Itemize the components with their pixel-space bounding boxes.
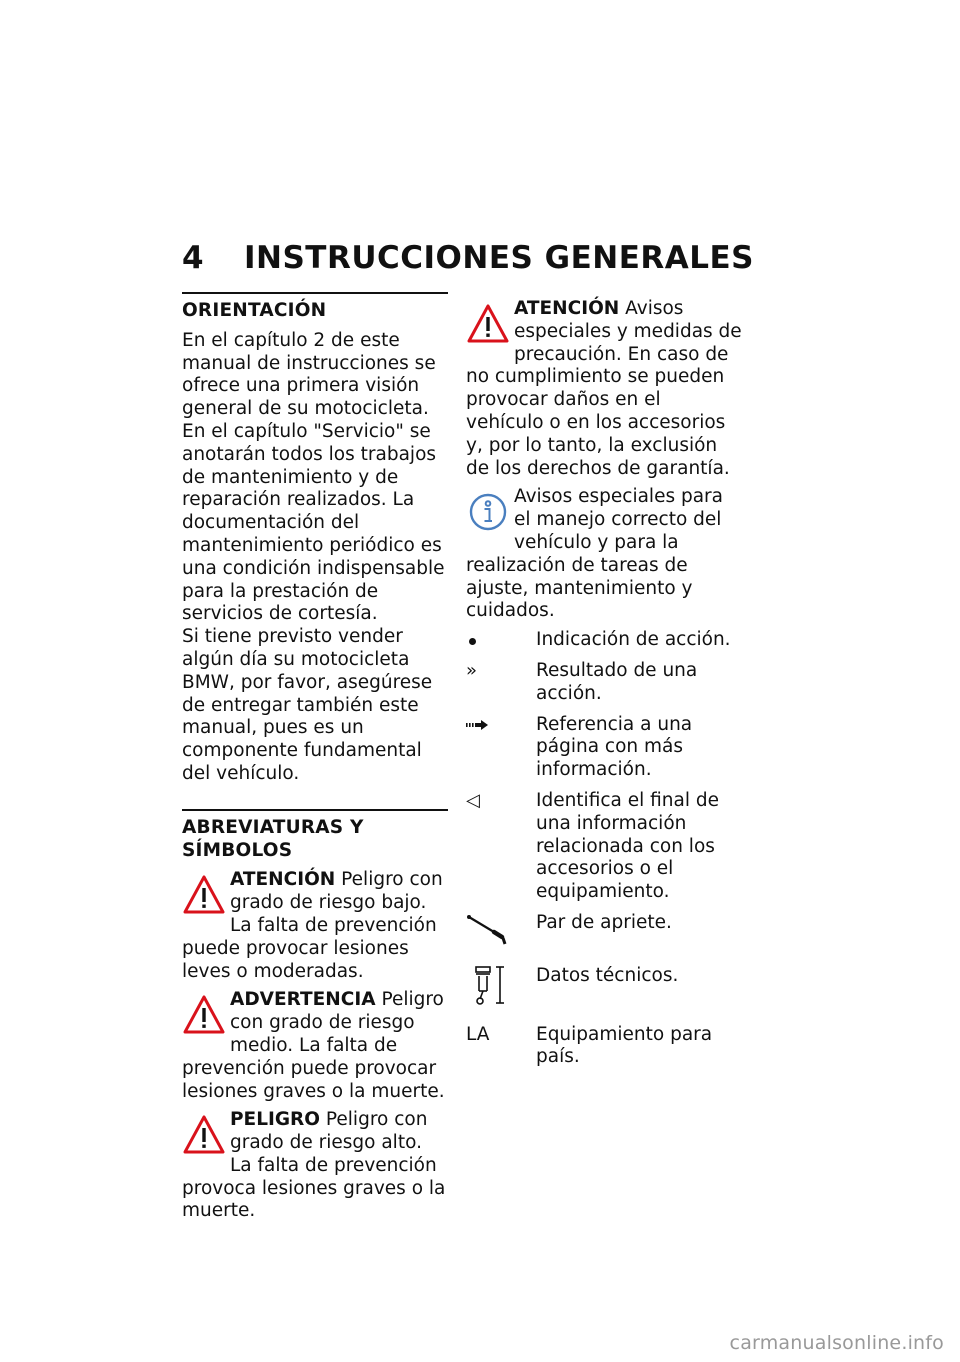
symbol-description: Equipamiento para país. xyxy=(536,1023,713,1068)
info-icon xyxy=(466,490,510,534)
right-column xyxy=(466,292,742,1077)
double-chevron-icon: » xyxy=(466,659,478,681)
section-divider xyxy=(182,292,448,294)
chapter-number: 4 xyxy=(182,240,205,276)
orientacion-paragraph-2: Si tiene previsto vender algún día su motocicleta BMW, por favor, asegúrese de entregar también este manual, pues es un componente fundamental del vehículo. xyxy=(182,626,433,784)
technical-data-icon xyxy=(466,965,510,1007)
chapter-title: INSTRUCCIONES GENERALES xyxy=(244,240,754,276)
symbol-row xyxy=(466,912,742,953)
notice-label: ADVERTENCIA xyxy=(230,989,376,1011)
symbol-row xyxy=(466,714,742,782)
symbol-description: Indicación de acción. xyxy=(536,629,731,651)
symbol-row xyxy=(466,660,742,706)
notice-label: ATENCIÓN xyxy=(230,869,336,891)
symbol-list xyxy=(466,629,742,1069)
notice-peligro xyxy=(182,1109,448,1223)
section-heading-abreviaturas: ABREVIATURAS Y SÍMBOLOS xyxy=(182,816,364,861)
section-divider xyxy=(182,809,448,811)
left-column xyxy=(182,292,448,1223)
notice-label: ATENCIÓN xyxy=(514,298,620,319)
notice-text: Peligro con grado de riesgo alto. La falta de prevención provoca lesiones graves o la muerte. xyxy=(182,1109,446,1222)
notice-label: PELIGRO xyxy=(230,1109,321,1131)
end-triangle-icon: ◁ xyxy=(466,789,480,811)
notice-text: Peligro con grado de riesgo bajo. La falta de prevención puede provocar lesiones leves o moderadas. xyxy=(182,869,443,982)
symbol-row xyxy=(466,629,742,652)
symbol-description: Datos técnicos. xyxy=(536,964,679,986)
symbol-description: Referencia a una página con más información. xyxy=(536,713,693,781)
symbol-row xyxy=(466,965,742,1014)
orientacion-paragraph-1: En el capítulo 2 de este manual de instrucciones se ofrece una primera visión general de su motocicleta. En el capítulo "Servicio" se anotarán todos los trabajos de mantenimiento y de reparación realizados. La documentación del mantenimiento periódico es una condición indispensable para la prestación de servicios de cortesía. xyxy=(182,329,445,625)
symbol-description: Resultado de una acción. xyxy=(536,659,698,704)
warning-triangle-icon xyxy=(466,302,510,346)
notice-text: Peligro con grado de riesgo medio. La falta de prevención puede provocar lesiones graves o la muerte. xyxy=(182,989,445,1102)
symbol-row xyxy=(466,790,742,904)
la-abbreviation: LA xyxy=(466,1023,490,1045)
notice-info xyxy=(466,486,742,623)
page-reference-arrow-icon xyxy=(466,718,490,732)
chapter-heading xyxy=(182,240,754,276)
notice-text: Avisos especiales y medidas de precaución. En caso de no cumplimiento se pueden provocar daños en el vehículo o en los accesorios y, por lo tanto, la exclusión de los derechos de garantía. xyxy=(466,298,742,479)
symbol-row xyxy=(466,1024,742,1070)
notice-atencion xyxy=(182,869,448,983)
bullet-icon xyxy=(469,638,476,645)
warning-triangle-icon xyxy=(182,1113,226,1157)
section-heading-orientacion: ORIENTACIÓN xyxy=(182,300,327,321)
symbol-description: Par de apriete. xyxy=(536,911,672,933)
watermark: carmanualsonline.info xyxy=(729,1332,944,1354)
symbol-description: Identifica el final de una información relacionada con los accesorios o el equipamiento. xyxy=(536,789,720,903)
warning-triangle-icon xyxy=(182,993,226,1037)
torque-wrench-icon xyxy=(466,912,510,946)
notice-text: Avisos especiales para el manejo correcto del vehículo y para la realización de tareas de ajuste, mantenimiento y cuidados. xyxy=(466,486,723,622)
warning-triangle-icon xyxy=(182,873,226,917)
notice-atencion-avisos xyxy=(466,298,742,480)
notice-advertencia xyxy=(182,989,448,1103)
